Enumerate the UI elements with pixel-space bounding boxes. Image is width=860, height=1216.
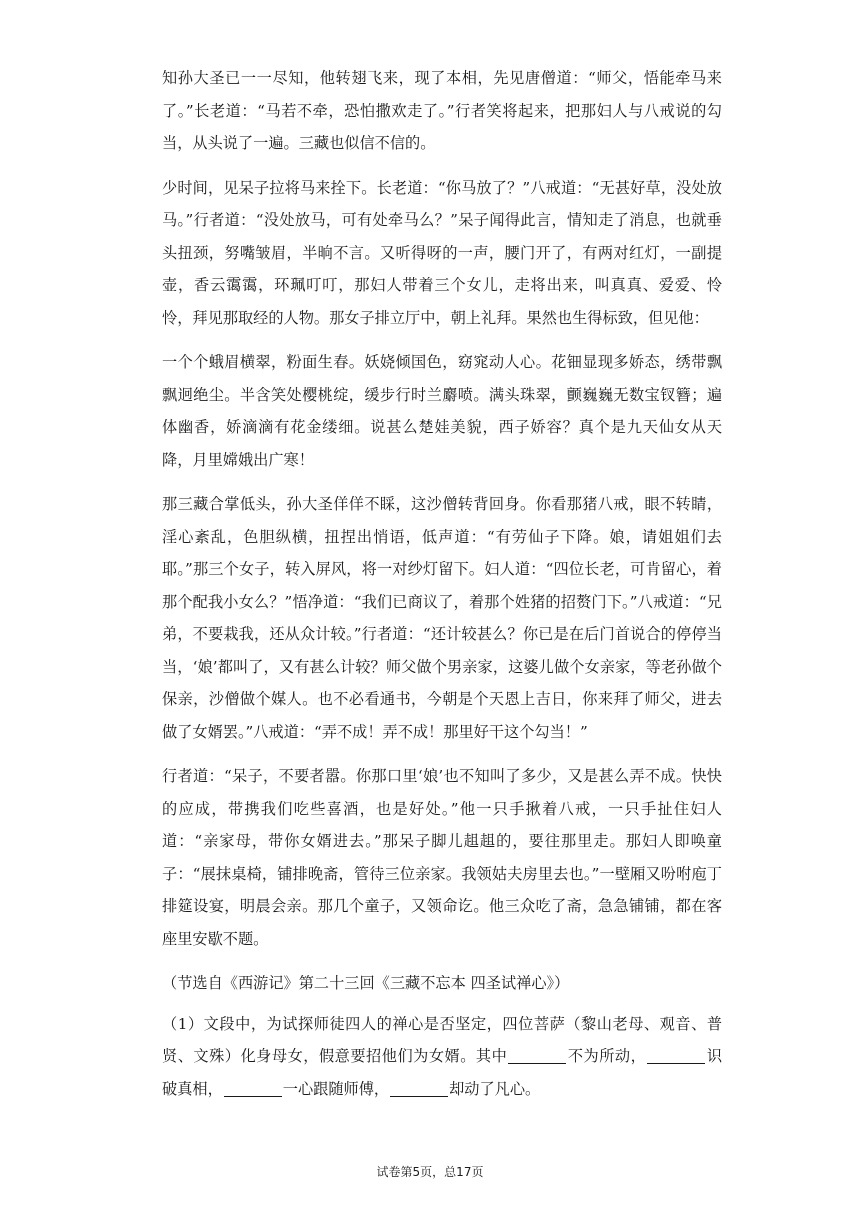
question-part-3: 识破真相， <box>162 1047 723 1098</box>
passage-paragraph-5: 行者道：“呆子，不要者嚣。你那口里‘娘’也不知叫了多少，又是甚么弄不成。快快的应成，带携我们吃些喜酒，也是好处。”他一只手揪着八戒，一只手扯住妇人道：“亲家母，带你女婿进去。”那呆子脚儿趄趄的，要往那里走。那妇人即唤童子：“展抹桌椅，铺排晚斋，管待三位亲家。我领姑夫房里去也。”一壁厢又吩咐庖丁排筵设宴，明晨会亲。那几个童子，又领命讫。他三众吃了斋，急急铺铺，都在客座里安歇不题。 <box>162 767 722 948</box>
answer-blank-2[interactable] <box>647 1047 705 1064</box>
question-part-4: 一心跟随师傅， <box>282 1079 390 1098</box>
answer-blank-3[interactable] <box>224 1080 282 1097</box>
page-footer: 试卷第5页，总17页 <box>376 1165 484 1179</box>
question-stem: 文段中，为试探师徒四人的禅心是否坚定，四位菩萨（黎山老母、观音、普贤、文殊）化身母女，假意要招他们为女婿。其中 <box>162 1014 723 1065</box>
passage-paragraph-4: 那三藏合掌低头，孙大圣佯佯不睬，这沙僧转背回身。你看那猪八戒，眼不转睛，淫心紊乱，色胆纵横，扭捏出悄语，低声道：“有劳仙子下降。娘，请姐姐们去耶。”那三个女子，转入屏风，将一对纱灯留下。妇人道：“四位长老，可肯留心，着那个配我小女么？”悟净道：“我们已商议了，着那个姓猪的招赘门下。”八戒道：“兄弟，不要栽我，还从众计较。”行者道：“还计较甚么？你已是在后门首说合的停停当当，‘娘’都叫了，又有甚么计较？师父做个男亲家，这婆儿做个女亲家，等老孙做个保亲，沙僧做个媒人。也不必看通书，今朝是个天恩上吉日，你来拜了师父，进去做了女婿罢。”八戒道：“弄不成！弄不成！那里好干这个勾当！” <box>162 495 722 741</box>
passage-paragraph-3: 一个个蛾眉横翠，粉面生春。妖娆倾国色，窈窕动人心。花钿显现多娇态，绣带飘飘迥绝尘。半含笑处樱桃绽，缓步行时兰麝喷。满头珠翠，颤巍巍无数宝钗簪；遍体幽香，娇滴滴有花金缕细。说甚么楚娃美貌，西子娇容？真个是九天仙女从天降，月里嫦娥出广寒！ <box>162 353 722 469</box>
passage-source: （节选自《西游记》第二十三回《三藏不忘本 四圣试禅心》） <box>162 974 570 992</box>
question-1 <box>162 1008 722 1106</box>
question-part-5: 却动了凡心。 <box>449 1079 541 1098</box>
question-part-2: 不为所动， <box>567 1047 647 1065</box>
question-number: （1） <box>162 1014 204 1033</box>
passage-paragraph-1: 知孙大圣已一一尽知，他转翅飞来，现了本相，先见唐僧道：“师父，悟能牵马来了。”长老道：“马若不牵，恐怕撒欢走了。”行者笑将起来，把那妇人与八戒说的勾当，从头说了一遍。三藏也似信不信的。 <box>162 69 722 152</box>
answer-blank-4[interactable] <box>390 1080 448 1097</box>
answer-blank-1[interactable] <box>508 1047 566 1064</box>
passage-paragraph-2: 少时间，见呆子拉将马来拴下。长老道：“你马放了？”八戒道：“无甚好草，没处放马。”行者道：“没处放马，可有处牵马么？”呆子闻得此言，情知走了消息，也就垂头扭颈，努嘴皱眉，半晌不言。又听得呀的一声，腰门开了，有两对红灯，一副提壶，香云霭霭，环珮叮叮，那妇人带着三个女儿，走将出来，叫真真、爱爱、怜怜，拜见那取经的人物。那女子排立厅中，朝上礼拜。果然也生得标致，但见他： <box>162 178 722 327</box>
document-page <box>162 62 722 1117</box>
